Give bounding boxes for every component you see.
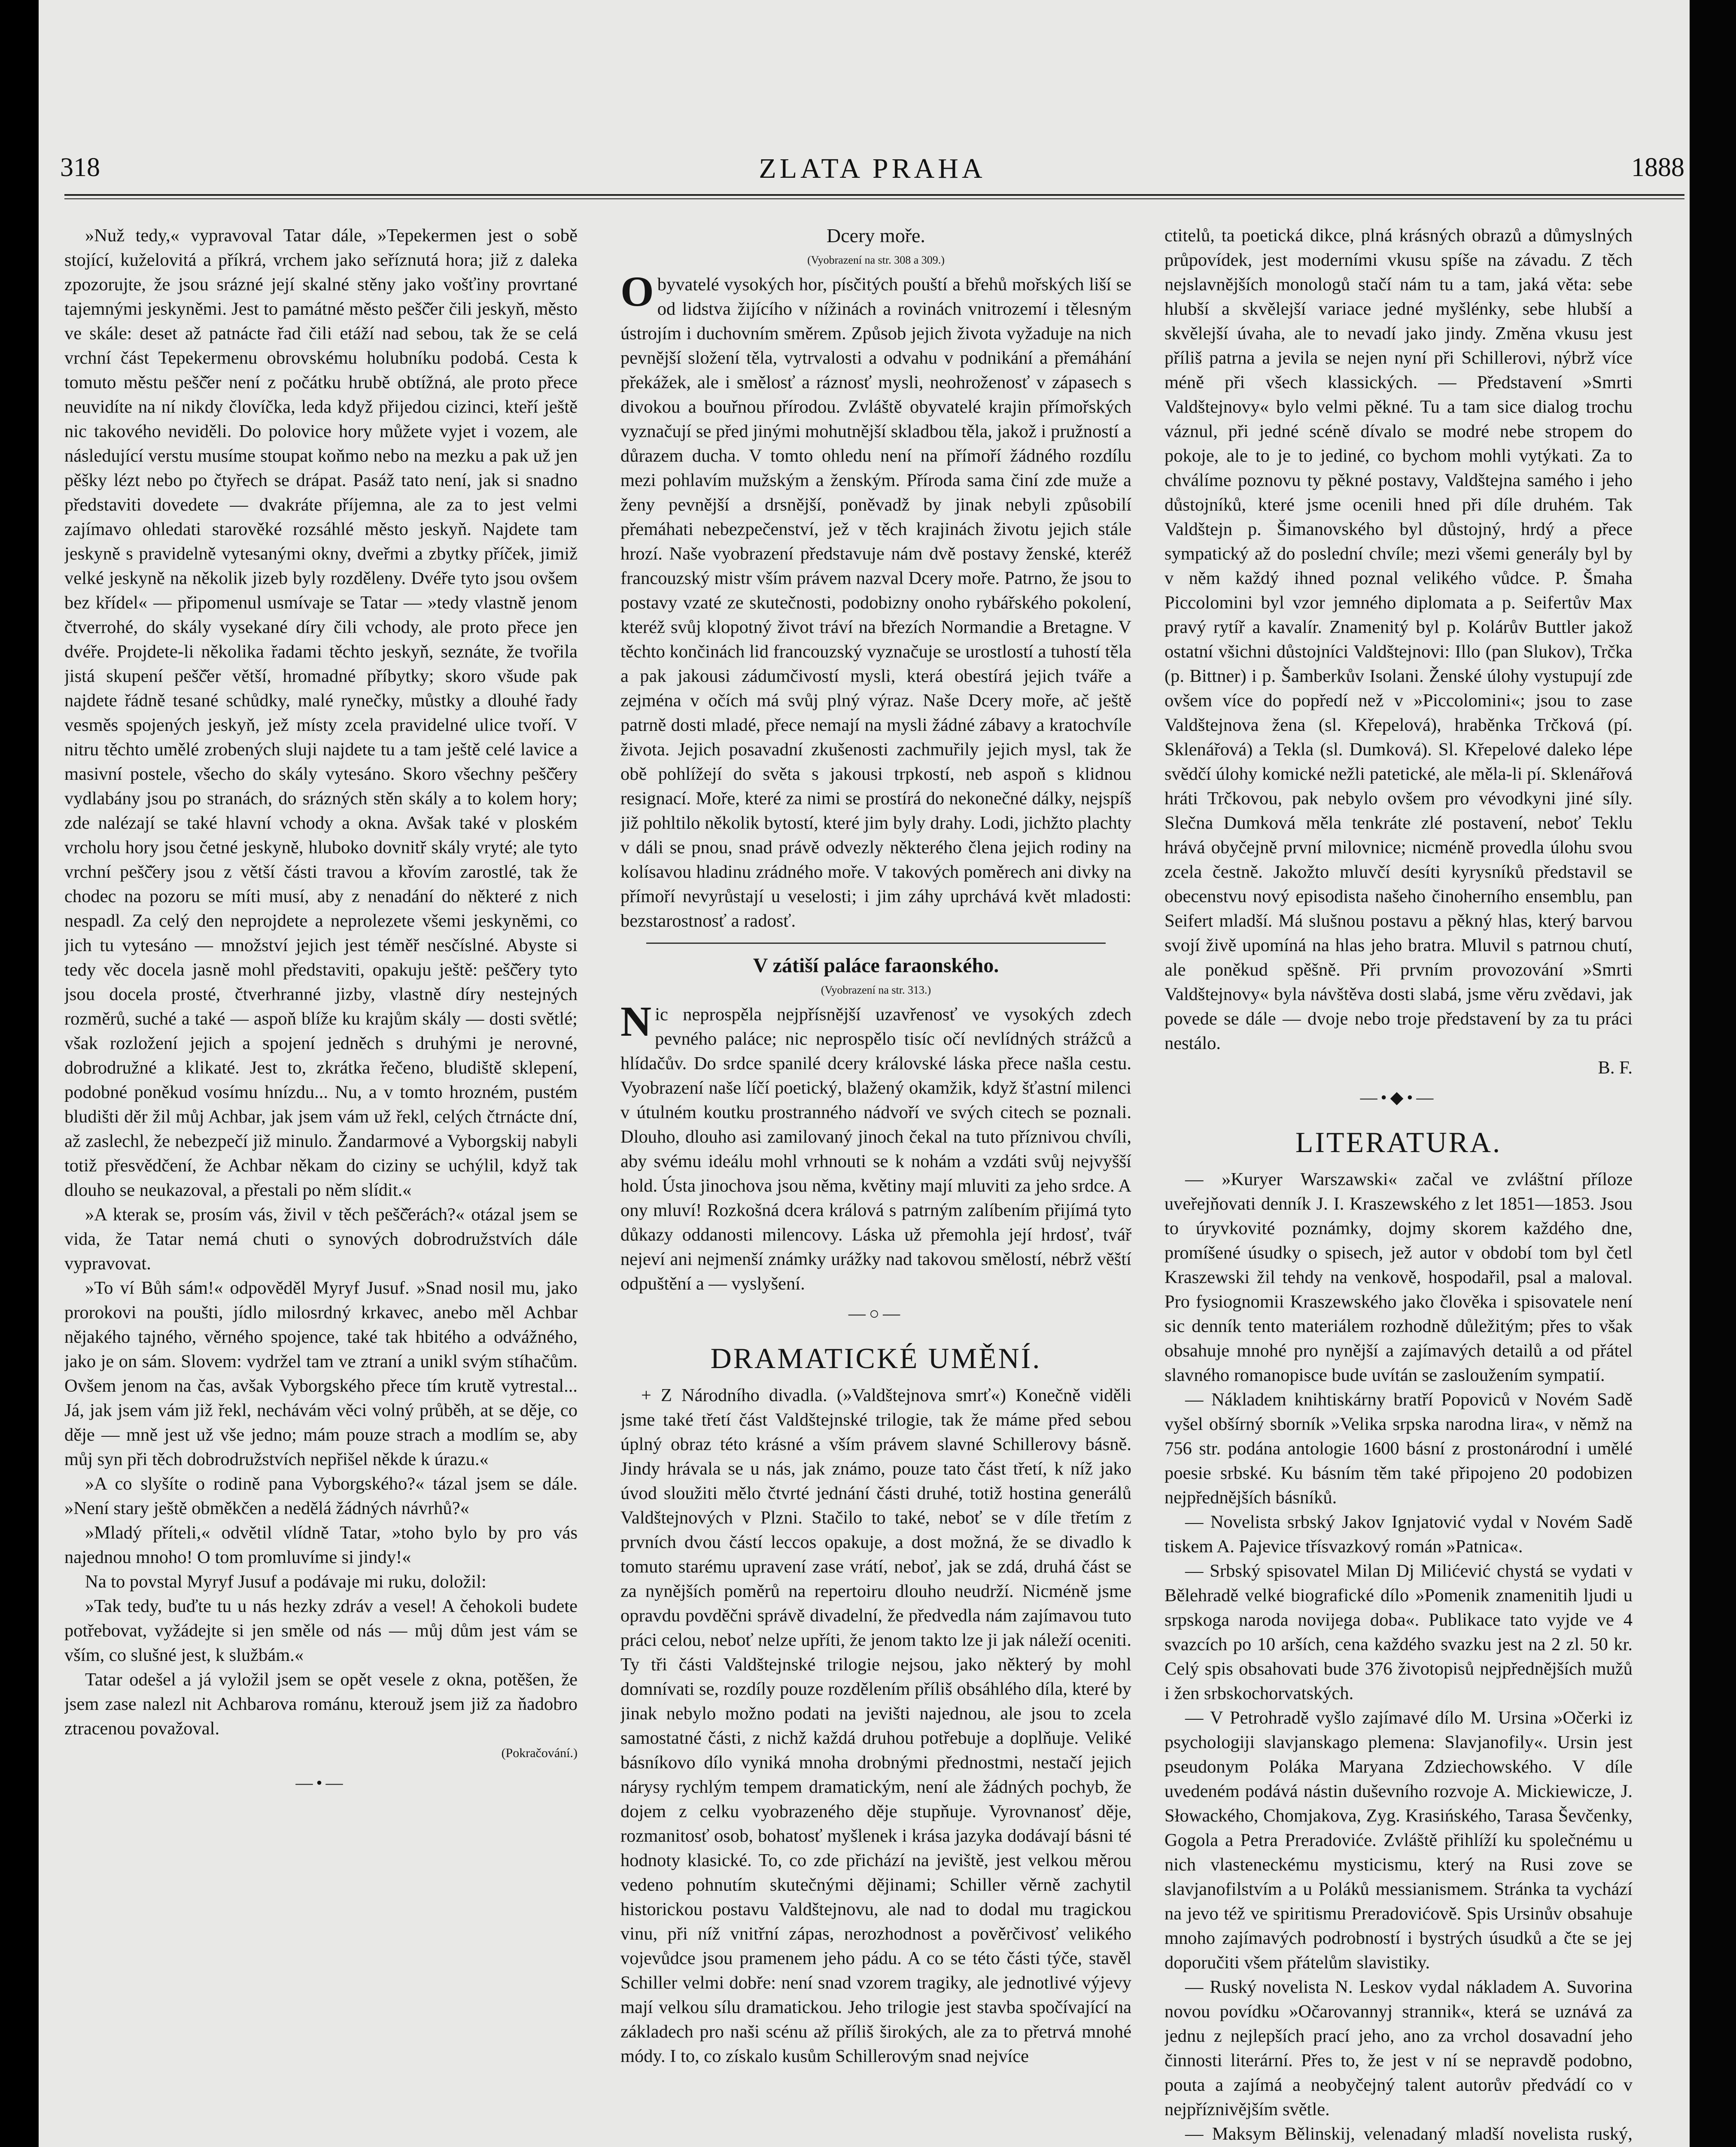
page-number: 318 [60,153,100,182]
article-title: V zátiší paláce faraonského. [753,954,999,977]
literature-item: — Ruský novelista N. Leskov vydal nákladem A. Suvorina novou povídku »Očarovannyj strannik«, která se uznává za jednu z nejlepších prací jeho, ano za vrchol dosavadní jeho činnosti literární. Přes to, že jest v ní se nepravdě podobno, pouta a zajímá a neobyčejný talent autorův předvádí co v nejpříznivějším světle. [1164,1977,1633,2120]
article-body [620,997,1131,1296]
drop-cap: O [620,268,654,315]
column-3 [1164,223,1633,2147]
literature-item: — V Petrohradě vyšlo zajímavé dílo M. Ursina »Očerki iz psychologiji slavjanskago plemena: Slavjanofily«. Ursin jest pseudonym Poláka Maryana Zdziechowského. V díle uvedeném podává nástin duševního rozvoje A. Mickiewicze, J. Słowackého, Chomjakova, Zyg. Krasińského, Tarasa Ševčenky, Gogola a Petra Preradoviće. Zvláště přihlíží ku společnému u nich vlasteneckému mysticismu, který na Rusi zove se slavjanofilstvím a u Poláků messianismem. Stránka ta vychází na jevo též ve spiritismu Preradovićově. Spis Ursinův obsahuje mnoho zajímavých podrobností i bystrých úsudků a čte se jej doporučiti všem přátelům slavistiky. [1164,1708,1633,1973]
drop-cap: N [620,997,652,1045]
journal-title: ZLATA PRAHA [759,153,986,184]
ornament-divider: —•— [295,1773,347,1792]
literature-item: — Nákladem knihtiskárny bratří Popoviců v Novém Sadě vyšel obšírný sborník »Velika srpska narodna lira«, v němž na 756 str. podána antologie 1600 básní z prostonárodní i umělé poesie srbské. Ku básním těm také připojeno 20 podobizen nejpřednějších básníků. [1164,1390,1633,1508]
column-1 [64,223,578,2147]
scan-background [1690,0,1736,2147]
article-title: Dcery moře. [827,225,925,246]
column-2 [620,223,1131,2147]
article-text: ic neprospěla nejpřísnější uzavřenosť ve vysokých zdech pevného paláce; nic neprospělo tisíc očí nevlídných strážců a hlídačův. Do srdce spanilé dcery královské láska přece našla cestu. Vyobrazení naše líčí poetický, blažený okamžik, když šťastní milenci v útulném koutku prostranného nádvoří ve svých citech se poznali. Dlouho, dlouho asi zamilovaný jinoch čekal na tuto příznivou chvíli, aby svému ideálu mohl vrhnouti se k nohám a vzdáti svůj nejvyšší hold. Ústa jinochova jsou něma, květiny mají mluviti za jeho srdce. A ony mluví! Rozkošná dcera králová s patrným zalíbením přijímá tyto důkazy oddanosti milencovy. Láska už přemohla její hrdosť, tvář nejeví ani nejmenší známky urážky nad takovou smělostí, nébrž věští odpuštění a — vyslyšení. [620,1004,1131,1294]
story-paragraph: Na to povstal Myryf Jusuf a podávaje mi ruku, doložil: [85,1572,486,1592]
header-rule [64,194,1684,196]
article-text: byvatelé vysokých hor, písčitých pouští a břehů mořských liší se od lidstva žijícího v nížinách a rovinách vnitrozemí i tělesným ústrojím i duchovním směrem. Způsob jejich života vyžaduje na nich pevnější složení těla, vytrvalosti a odvahu v podnikání a přemáhání překážek, ale i smělosť a ráznosť mysli, neohroženosť v zápasech s divokou a bouřnou přírodou. Zvláště obyvatelé krajin přímořských vyznačují se před jinými mohutnější skladbou těla, jakož i pružností a důrazem ducha. V tomto ohledu není na přímoří žádného rozdílu mezi pohlavím mužským a ženským. Příroda sama činí zde muže a ženy pevnější a drsnější, poněvadž by jinak nebyli způsobilí přemáhati nebezpečenství, jež v těch krajinách životu jejich stále hrozí. Naše vyobrazení představuje nám dvě postavy ženské, kteréž francouzský mistr vším právem nazval Dcery moře. Patrno, že jsou to postavy vzaté ze skutečnosti, podobizny onoho rybářského pokolení, kteréž svůj klopotný život tráví na březích Normandie a Bretagne. V těchto končinách lid francouzský vyznačuje se urostlostí a tuhostí těla a pak jakousi zádumčivostí mysli, která obestírá jejich tváře a zejména v očích má svůj plný výraz. Naše Dcery moře, ač ještě patrně dosti mladé, přece nemají na mysli žádné zábavy a kratochvíle života. Jejich posavadní zkušenosti zachmuřily jejich mysl, tak že obě pohlížejí do světa s jakousi trpkostí, neb aspoň s klidnou resignací. Moře, které za nimi se prostírá do nekonečné dálky, nejspíš již pohltilo několik bytostí, které jim byly drahy. Lodi, jichžto plachty v dáli se pnou, snad právě odvezly některého člena jejich rodiny na kolísavou hladinu zrádného moře. V takových poměrech ani divky na přímoří nevyrůstají u veselosti; i jim záhy uprchává květ mladosti: bezstarostnosť a radosť. [620,274,1131,931]
story-paragraph: »Nuž tedy,« vypravoval Tatar dále, »Tepekermen jest o sobě stojící, kuželovitá a příkrá, vrchem jako seříznutá hora; již z daleka zpozorujte, že jsou srázné její skalné stěny jako vošťiny provrtané tajemnými jeskyněmi. Jest to památné město pešč̌er čili jeskyň, město ve skále: deset až patnácte řad čili etáží nad sebou, tak že se celá vrchní část Tepekermenu obrovskému holubníku podobá. Cesta k tomuto městu pešč̌er není z počátku hrubě obtížná, ale proto přece neuvidíte na ní nikdy človíčka, leda když přijedou cizinci, kteří ještě nic takového neviděli. Do polovice hory můžete vyjet i vozem, ale následující verstu musíme stoupat koňmo nebo na mezku a pak už jen pěšky lézt nebo po čtyřech se drápat. Pasáž tato není, jak si snadno představiti dovedete — dvakráte příjemna, ale za to jest velmi zajímavo ohledati starověké rozsáhlé město jeskyň. Najdete tam jeskyně s pravidelně vytesanými okny, dveřmi a zbytky příček, jimiž velké jeskyně na několik jizeb byly rozděleny. Dvéře tyto jsou ovšem bez křídel« — připomenul usmívaje se Tatar — »tedy vlastně jenom čtverrohé, do skály vysekané díry čili vchody, ale proto přece jen dvéře. Projdete-li několika řadami těchto jeskyň, seznáte, že tvořila jistá skupení pešč̌er větší, hromadné příbytky; skoro všude pak najdete řádně tesané schůdky, malé rynečky, můstky a dlouhé řady vesměs spojených jeskyň, jež místy zcela pravidelné ulice tvoří. V nitru těchto umělé zrobených sluji najdete tu a tam ještě celé lavice a masivní postele, všecho do skály vytesáno. Skoro všechny pešč̌ery vydlabány jsou po stranách, do srázných stěn skály a to kolem hory; zde nalézají se také hlavní vchody a okna. Avšak také v ploském vrcholu hory jsou četné jeskyně, hluboko dovnitř skály vryté; ale tyto vrchní pešč̌ery jsou z větší části travou a křovím zarostlé, tak že chodec na pozoru se míti musí, aby z nenadání do některé z nich nespadl. Za celý den neprojdete a neprolezete všemi jeskyněmi, co jich tu vytesáno — množství jejich jest téměř nesčíslné. Abyste si tedy věc docela jasně mohl představiti, opakuju ještě: pešč̌ery tyto jsou docela prosté, čtverhranné jizby, vlastně díry nestejných rozměrů, suché a také — aspoň blíže ku krajům skály — dosti světlé; však rozložení jejich a spojení jedněch s druhými je nerovné, dobrodružné a klikaté. Jest to, zkrátka řečeno, bludiště sklepení, podobné poněkud vosímu hnízdu... Nu, a v tomto hrozném, pustém bludišti děr žil můj Achbar, jak jsem vám už řekl, celých čtrnácte dní, až zaslechl, že nebezpečí již minulo. Žandarmové a Vyborgskij nabyli totiž přesvědčení, že Achbar někam do ciziny se uchýlil, když tak dlouho se neukazoval, a přestali po něm slídit.« [64,225,578,1200]
literature-item: — »Kuryer Warszawski« začal ve zvláštní příloze uveřejňovati denník J. I. Kraszewského z let 1851—1853. Jsou to úryvkovité poznámky, dojmy skorem každého dne, promíšené úsudky o spisech, jež autor v období tom byl četl Kraszewski žil tehdy na venkově, hospodařil, psal a maloval. Pro fysiognomii Kraszewského jako člověka i spisovatele není sic denník tento materiálem rozhodně důležitým; přes to však obsahuje mnohé pro nynější a zajímavých detailů a od přátel slavného romanopisce bude uvítán se zasloužením sympatií. [1164,1169,1633,1385]
review-paragraph: ctitelů, ta poetická dikce, plná krásných obrazů a důmyslných průpovídek, jest moderními vkusu spíše na závadu. Z těch nejslavnějších monologů stačí nám tu a tam, jaká věta: sebe hlubší a skvělejší variace jedné myšlénky, sebe hlubší a skvělejší úvaha, ale to nevadí jako jindy. Změna vkusu jest příliš patrna a jevila se nejen nyní při Schillerovi, nýbrž více méně při všech klassických. — Představení »Smrti Valdštejnovy« bylo velmi pěkné. Tu a tam sice dialog trochu váznul, při jedné scéně dívalo se modré nebe stropem do pokoje, ale to je to jediné, co bychom mohli vytýkati. Za to chválíme poznovu ty pěkné postavy, Valdštejna samého i jeho důstojníků, které jsme ocenili hned při díle druhém. Tak Valdštejn p. Šimanovského byl důstojný, hrdý a přece sympatický až do poslední chvíle; mezi všemi generály byl by v něm každý ihned poznal velikého vůdce. P. Šmaha Piccolomini byl vzor jemného diplomata a p. Seifertův Max pravý rytíř a kavalír. Znamenitý byl p. Kolárův Buttler jakož ostatní všichni důstojníci Valdštejnovi: Illo (pan Slukov), Trčka (p. Bittner) i p. Šamberkův Isolani. Ženské úlohy vystupují zde ovšem více do popředí než v »Piccolomini«; jsou to zase Valdštejnova žena (sl. Křepelová), hraběnka Trčková (pí. Sklenářová) a Tekla (sl. Dumková). Sl. Křepelové daleko lépe svědčí úlohy komické nežli patetické, ale měla-li pí. Sklenářová hráti Trčkovou, pak nebylo ovšem pro vévodkyni jiné síly. Slečna Dumková měla tenkráte zlé postavení, neboť Teklu hrává obyčejně první milovnice; nicméně provedla úlohu svou zcela čestně. Jakožto mluvčí desíti kyrysníků představil se obecenstvu nový episodista našeho činoherního ensemblu, pan Seifert mladší. Má slušnou postavu a pěkný hlas, který barvou svojí živě upomíná na hlas jeho bratra. Mluvil s patrnou chutí, ale poněkud spěšně. Při prvním provozování »Smrti Valdštejnovy« byla návštěva dosti slabá, jsme věru zvědavi, jak povede se dále — dvoje nebo troje představení by za tu práci nestálo. [1164,225,1633,1053]
illustration-note: (Vyobrazení na str. 313.) [821,984,931,996]
story-paragraph: »A kterak se, prosím vás, živil v těch pešč̌erách?« otázal jsem se vida, že Tatar nemá chuti o synových dobrodružstvích dále vypravovat. [64,1204,578,1274]
divider [646,943,1106,944]
header-rule-thin [64,198,1684,199]
review-paragraph: + Z Národního divadla. (»Valdštejnova smrť«) Konečně viděli jsme také třetí část Valdštejnské trilogie, tak že máme před sebou úplný obraz této krásné a vším právem slavné Schillerovy básně. Jindy hrávala se u nás, jak známo, pouze tato část třetí, k níž jako úvod sloužiti mělo čtvrté jednání části druhé, totiž hostina generálů Valdštejnových v Plzni. Stačilo to také, neboť se v díle třetím z prvních dvou částí leccos opakuje, a dost možná, že se divadlo k tomuto starému upravení zase vrátí, neboť, jak se zdá, druhá část se za nynějších poměrů na repertoiru dlouho neudrží. Nicméně jsme opravdu povděčni správě divadelní, že předvedla nám zajímavou tuto práci celou, neboť nelze upříti, že jenom takto lze ji jak náleží oceniti. Ty tři části Valdštejnské trilogie nejsou, jako některý by mohl domnívati se, rozdíly pouze rozdělením příliš obsáhlého díla, které by jinak nebylo možno podati na jevišti najednou, ale jsou to zcela samostatné části, z nichž každá druhou potřebuje a doplňuje. Veliké básníkovo dílo vyniká mnoha drobnými přednostmi, nestačí jejich nárysy rychlým tempem dramatickým, není ale žádných pochyb, že dojem z celku vyobrazeného děje stupňuje. Vyrovnanosť děje, rozmanitosť osob, bohatosť myšlenek i krása jazyka dodávají básni té hodnoty klasické. To, co zde přichází na jeviště, jest velkou měrou vedeno pohnutím skutečnými dějinami; Schiller věrně zachytil historickou postavu Valdštejnovu, ale nad to dodal mu tragickou vinu, při níž vnitřní zápas, nerozhodnost a pověrčivosť velikého vojevůdce jsou pramenem jeho pádu. A co se této části týče, stavěl Schiller velmi dobře: není snad vzorem tragiky, ale jednotlivé výjevy mají velkou sílu dramatickou. Jeho trilogie jest stavba spočívající na základech pro naši scénu až příliš širokých, ale za to přetrvá mnohé módy. I to, co získalo kusům Schillerovým snad nejvíce [620,1385,1131,2066]
continued-note: (Pokračování.) [501,1746,578,1760]
literature-item: — Maksym Bělinskij, velenadaný mladší novelista ruský, [1185,2124,1633,2144]
year: 1888 [1631,153,1684,182]
story-paragraph: »Mladý příteli,« odvětil vlídně Tatar, »toho bylo by pro vás najednou mnoho! O tom promluvíme si jindy!« [64,1523,578,1567]
story-paragraph: »A co slyšíte o rodině pana Vyborgského?« tázal jsem se dále. »Není stary ještě obměkčen a nedělá žádných návrhů?« [64,1474,578,1518]
section-title: DRAMATICKÉ UMĚNÍ. [710,1342,1042,1375]
illustration-note: (Vyobrazení na str. 308 a 309.) [807,254,945,266]
page-header [60,152,1684,187]
section-title: LITERATURA. [1295,1126,1502,1159]
story-paragraph: »Tak tedy, buďte tu u nás hezky zdráv a vesel! A čehokoli budete potřebovat, vyžádejte si jen směle od nás — můj dům jest vám se vším, co slušné jest, k službám.« [64,1596,578,1665]
story-paragraph: »To ví Bůh sám!« odpověděl Myryf Jusuf. »Snad nosil mu, jako prorokovi na poušti, jídlo milosrdný krkavec, anebo měl Achbar nějakého tajného, věrného spojence, také tak hbitého a odvážného, jako je on sám. Slovem: vydržel tam ve ztraní a unikl svým stíhačům. Ovšem jenom na čas, avšak Vyborgského přece tím krutě vytrestal... Já, jak jsem vám již řekl, nechávám věci volný průběh, at se děje, co děje — mně jest už vše jedno; mám pouze strach a modlím se, aby můj syn při těch dobrodružstvích nepřišel někde k úrazu.« [64,1278,578,1469]
story-paragraph: Tatar odešel a já vyložil jsem se opět vesele z okna, potěšen, že jsem zase nalezl nit Achbarova románu, kterouž jsem již za ňadobro ztracenou považoval. [64,1670,578,1739]
literature-item: — Novelista srbský Jakov Ignjatović vydal v Novém Sadě tiskem A. Pajevice třísvazkový román »Patnica«. [1164,1512,1633,1557]
literature-item: — Srbský spisovatel Milan Dj Milićević chystá se vydati v Bělehradě velké biografické dílo »Pomenik znamenitih ljudi u srpskoga naroda novijega doba«. Publikace tato vyjde ve 4 svazcích po 10 arších, cena každého svazku jest na 2 zl. 50 kr. Celý spis obsahovati bude 376 životopisů nejpřednějších mužů i žen srbskochorvatských. [1164,1561,1633,1703]
article-body [620,268,1131,933]
signature: B. F. [1598,1058,1633,1078]
ornament-divider: —•◆•— [1360,1088,1437,1107]
ornament-divider: —○— [848,1304,904,1323]
